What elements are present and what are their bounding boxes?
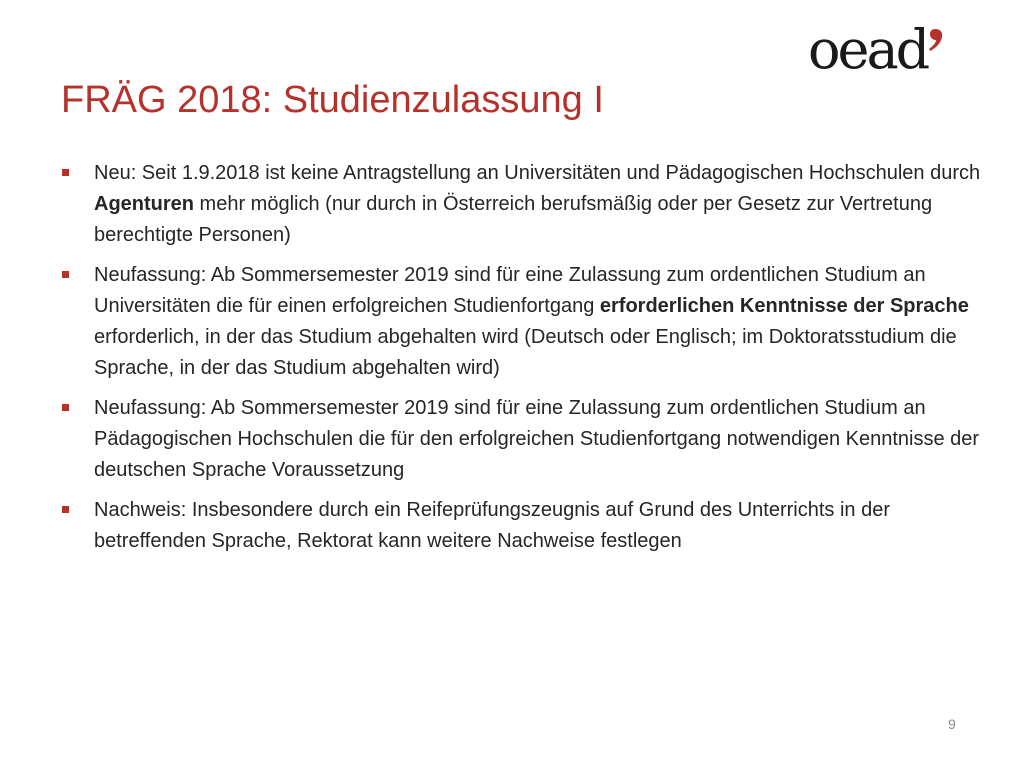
bullet-item [62,158,982,251]
square-bullet-icon [62,404,69,411]
logo-text: oead [808,18,928,81]
bullet-text: Neu: Seit 1.9.2018 ist keine Antragstellung an Universitäten und Pädagogischen Hochschulen durch Agenturen mehr möglich (nur durch in Österreich berufsmäßig oder per Gesetz zur Vertretung berechtigte Personen) [94,162,981,246]
bullet-text: Nachweis: Insbesondere durch ein Reifeprüfungszeugnis auf Grund des Unterrichts in der betreffenden Sprache, Rektorat kann weitere Nachweise festlegen [94,499,890,552]
bullet-item [62,495,982,557]
page-number: 9 [948,716,956,732]
square-bullet-icon [62,169,69,176]
bold-term: erforderlichen Kenntnisse der Sprache [599,295,969,317]
slide-title: FRÄG 2018: Studienzulassung I [61,79,604,121]
bullet-item [62,393,982,486]
bullet-text: Neufassung: Ab Sommersemester 2019 sind für eine Zulassung zum ordentlichen Studium an Pädagogischen Hochschulen die für den erfolgreichen Studienfortgang notwendigen Kenntnisse der deutschen Sprache Voraussetzung [94,397,980,481]
apostrophe-mark-icon [928,28,944,52]
oead-logo [808,18,978,81]
square-bullet-icon [62,506,69,513]
bullet-item [62,260,982,384]
bold-term: Agenturen [94,193,194,215]
bullet-text: Neufassung: Ab Sommersemester 2019 sind für eine Zulassung zum ordentlichen Studium an Universitäten die für einen erfolgreichen Studienfortgang erforderlichen Kenntnisse der Sprache erforderlich, in der das Studium abgehalten wird (Deutsch oder Englisch; im Doktoratsstudium die Sprache, in der das Studium abgehalten wird) [94,264,969,379]
bullet-list [62,158,982,566]
square-bullet-icon [62,271,69,278]
